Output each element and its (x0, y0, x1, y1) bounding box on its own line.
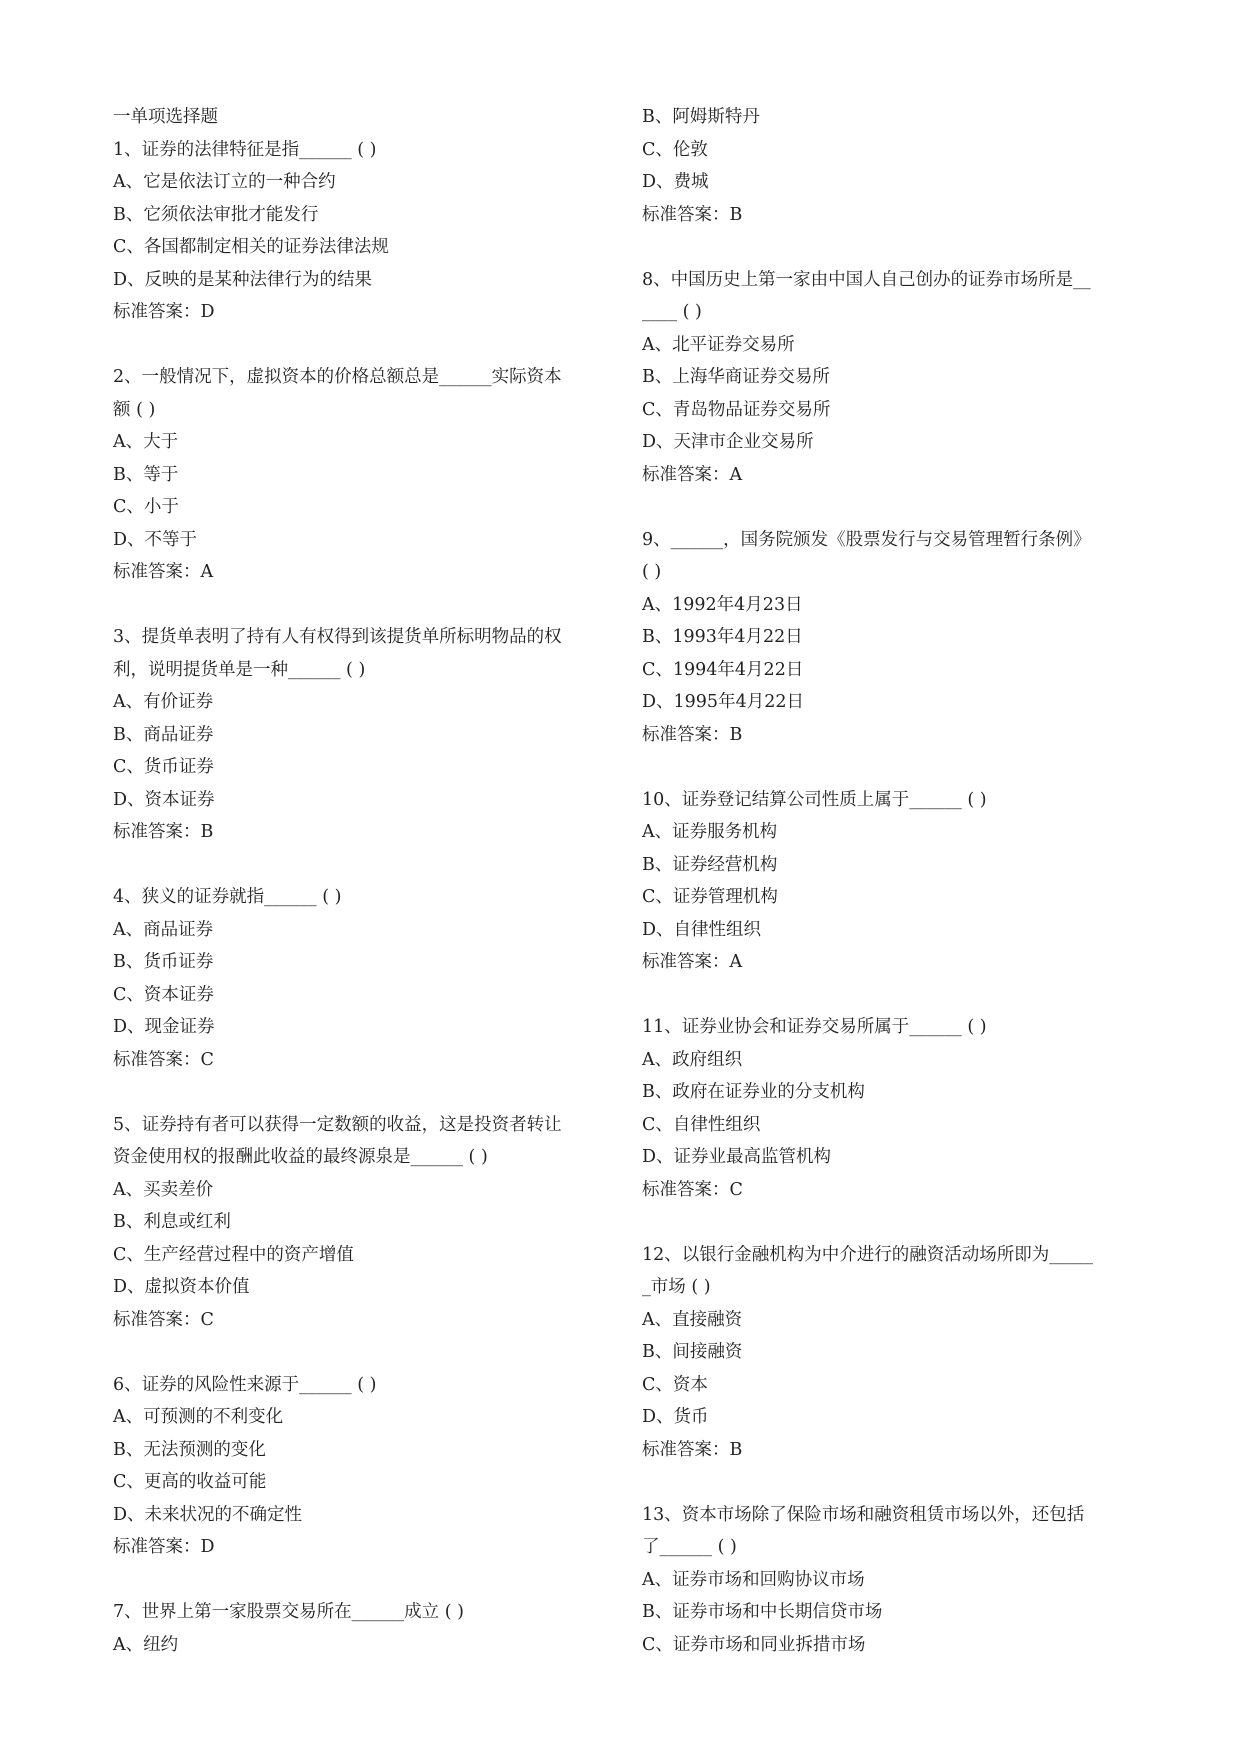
question-stem: 4、狭义的证券就指______ ( ) (113, 887, 342, 907)
answer-option: B、利息或红利 (113, 1212, 231, 1232)
answer-option: A、证券服务机构 (642, 822, 778, 842)
answer-option: B、无法预测的变化 (113, 1439, 266, 1460)
answer-option: C、青岛物品证券交易所 (642, 399, 831, 420)
answer-option: C、伦敦 (642, 139, 708, 160)
answer-option: D、货币 (642, 1407, 709, 1427)
question-stem: 5、证券持有者可以获得一定数额的收益，这是投资者转让 (113, 1114, 562, 1135)
question-stem: 13、资本市场除了保险市场和融资租赁市场以外，还包括 (642, 1504, 1085, 1525)
question-block (642, 1011, 1132, 1206)
question-stem: 12、以银行金融机构为中介进行的融资活动场所即为_____ (642, 1244, 1094, 1265)
answer-option: A、它是依法订立的一种合约 (113, 172, 336, 192)
answer-option: B、等于 (113, 464, 179, 485)
answer-option: C、更高的收益可能 (113, 1472, 267, 1492)
answer-option: A、大于 (113, 432, 179, 452)
answer-option: D、虚拟资本价值 (113, 1277, 250, 1297)
question-stem: ( ) (642, 562, 662, 582)
question-block (113, 361, 613, 589)
answer-option: B、证券市场和中长期信贷市场 (642, 1602, 883, 1622)
question-stem: 8、中国历史上第一家由中国人自己创办的证券市场所是__ (642, 269, 1091, 290)
standard-answer: 标准答案：C (113, 1049, 214, 1070)
standard-answer: 标准答案：B (642, 204, 743, 225)
answer-option: C、自律性组织 (642, 1114, 761, 1135)
question-stem: 了______ ( ) (642, 1537, 737, 1557)
right-column (642, 101, 1132, 1661)
standard-answer: 标准答案：C (642, 1179, 743, 1200)
answer-option: D、费城 (642, 172, 709, 192)
question-stem: 利，说明提货单是一种______ ( ) (113, 659, 366, 680)
question-stem: _市场 ( ) (642, 1277, 711, 1297)
standard-answer: 标准答案：B (642, 724, 743, 745)
answer-option: A、政府组织 (642, 1049, 743, 1070)
question-stem: 7、世界上第一家股票交易所在______成立 ( ) (113, 1602, 464, 1622)
answer-option: D、不等于 (113, 529, 198, 550)
answer-option: D、1995年4月22日 (642, 692, 804, 712)
question-stem: 3、提货单表明了持有人有权得到该提货单所标明物品的权 (113, 627, 562, 647)
answer-option: D、反映的是某种法律行为的结果 (113, 269, 373, 290)
standard-answer: 标准答案：D (113, 302, 215, 322)
question-stem: 10、证券登记结算公司性质上属于______ ( ) (642, 789, 987, 810)
answer-option: B、上海华商证券交易所 (642, 367, 830, 387)
question-block (642, 784, 1132, 979)
question-stem: 资金使用权的报酬此收益的最终源泉是______ ( ) (113, 1147, 488, 1167)
question-stem: 1、证券的法律特征是指______ ( ) (113, 139, 377, 160)
question-stem: 额 ( ) (113, 399, 156, 420)
question-stem: 6、证券的风险性来源于______ ( ) (113, 1374, 377, 1395)
answer-option: D、自律性组织 (642, 919, 762, 940)
question-stem: 11、证券业协会和证券交易所属于______ ( ) (642, 1017, 987, 1037)
answer-option: B、商品证券 (113, 724, 214, 745)
answer-option: C、生产经营过程中的资产增值 (113, 1244, 354, 1265)
answer-option: D、资本证券 (113, 789, 215, 810)
answer-option: B、货币证券 (113, 952, 214, 972)
answer-option: D、证券业最高监管机构 (642, 1147, 832, 1167)
left-column (113, 101, 613, 1661)
answer-option: C、资本证券 (113, 984, 214, 1005)
answer-option: C、各国都制定相关的证券法律法规 (113, 237, 389, 257)
answer-option: B、证券经营机构 (642, 854, 778, 875)
answer-option: A、纽约 (113, 1634, 179, 1655)
standard-answer: 标准答案：C (113, 1309, 214, 1330)
answer-option: A、商品证券 (113, 919, 214, 940)
answer-option: A、可预测的不利变化 (113, 1407, 284, 1427)
question-block (113, 881, 613, 1076)
standard-answer: 标准答案：D (113, 1537, 215, 1557)
answer-option: C、1994年4月22日 (642, 659, 804, 680)
answer-option: B、1993年4月22日 (642, 627, 803, 647)
answer-option: D、未来状况的不确定性 (113, 1504, 303, 1525)
answer-option: A、1992年4月23日 (642, 594, 803, 615)
answer-option: B、间接融资 (642, 1342, 743, 1362)
question-block (113, 134, 613, 329)
answer-option: A、北平证券交易所 (642, 334, 795, 355)
question-block (113, 1596, 613, 1661)
standard-answer: 标准答案：A (642, 464, 743, 485)
question-block (642, 524, 1132, 752)
answer-option: A、证券市场和回购协议市场 (642, 1569, 865, 1590)
answer-option: B、政府在证券业的分支机构 (642, 1082, 865, 1102)
question-stem: 2、一般情况下，虚拟资本的价格总额总是______实际资本 (113, 367, 562, 387)
answer-option: C、证券管理机构 (642, 887, 778, 907)
standard-answer: 标准答案：B (642, 1439, 743, 1460)
answer-option: A、买卖差价 (113, 1179, 214, 1200)
question-stem: 9、______，国务院颁发《股票发行与交易管理暂行条例》 (642, 529, 1091, 550)
answer-option: D、天津市企业交易所 (642, 432, 814, 452)
standard-answer: 标准答案：A (642, 952, 743, 972)
question-block (113, 621, 613, 849)
answer-option: D、现金证券 (113, 1017, 215, 1037)
question-stem: ____ ( ) (642, 302, 702, 322)
answer-option: B、它须依法审批才能发行 (113, 204, 319, 225)
standard-answer: 标准答案：A (113, 562, 214, 582)
answer-option: C、资本 (642, 1374, 708, 1395)
question-block (642, 264, 1132, 492)
standard-answer: 标准答案：B (113, 822, 214, 842)
answer-option: A、有价证券 (113, 692, 214, 712)
question-block (113, 1369, 613, 1564)
answer-option: B、阿姆斯特丹 (642, 107, 760, 127)
question-block (113, 1109, 613, 1337)
answer-option: C、证券市场和同业拆措市场 (642, 1634, 866, 1655)
question-block (642, 1499, 1132, 1662)
section-title: 一单项选择题 (113, 107, 218, 127)
question-block (642, 101, 1132, 231)
answer-option: A、直接融资 (642, 1309, 743, 1330)
answer-option: C、小于 (113, 497, 179, 517)
answer-option: C、货币证券 (113, 757, 214, 777)
question-block (642, 1239, 1132, 1467)
